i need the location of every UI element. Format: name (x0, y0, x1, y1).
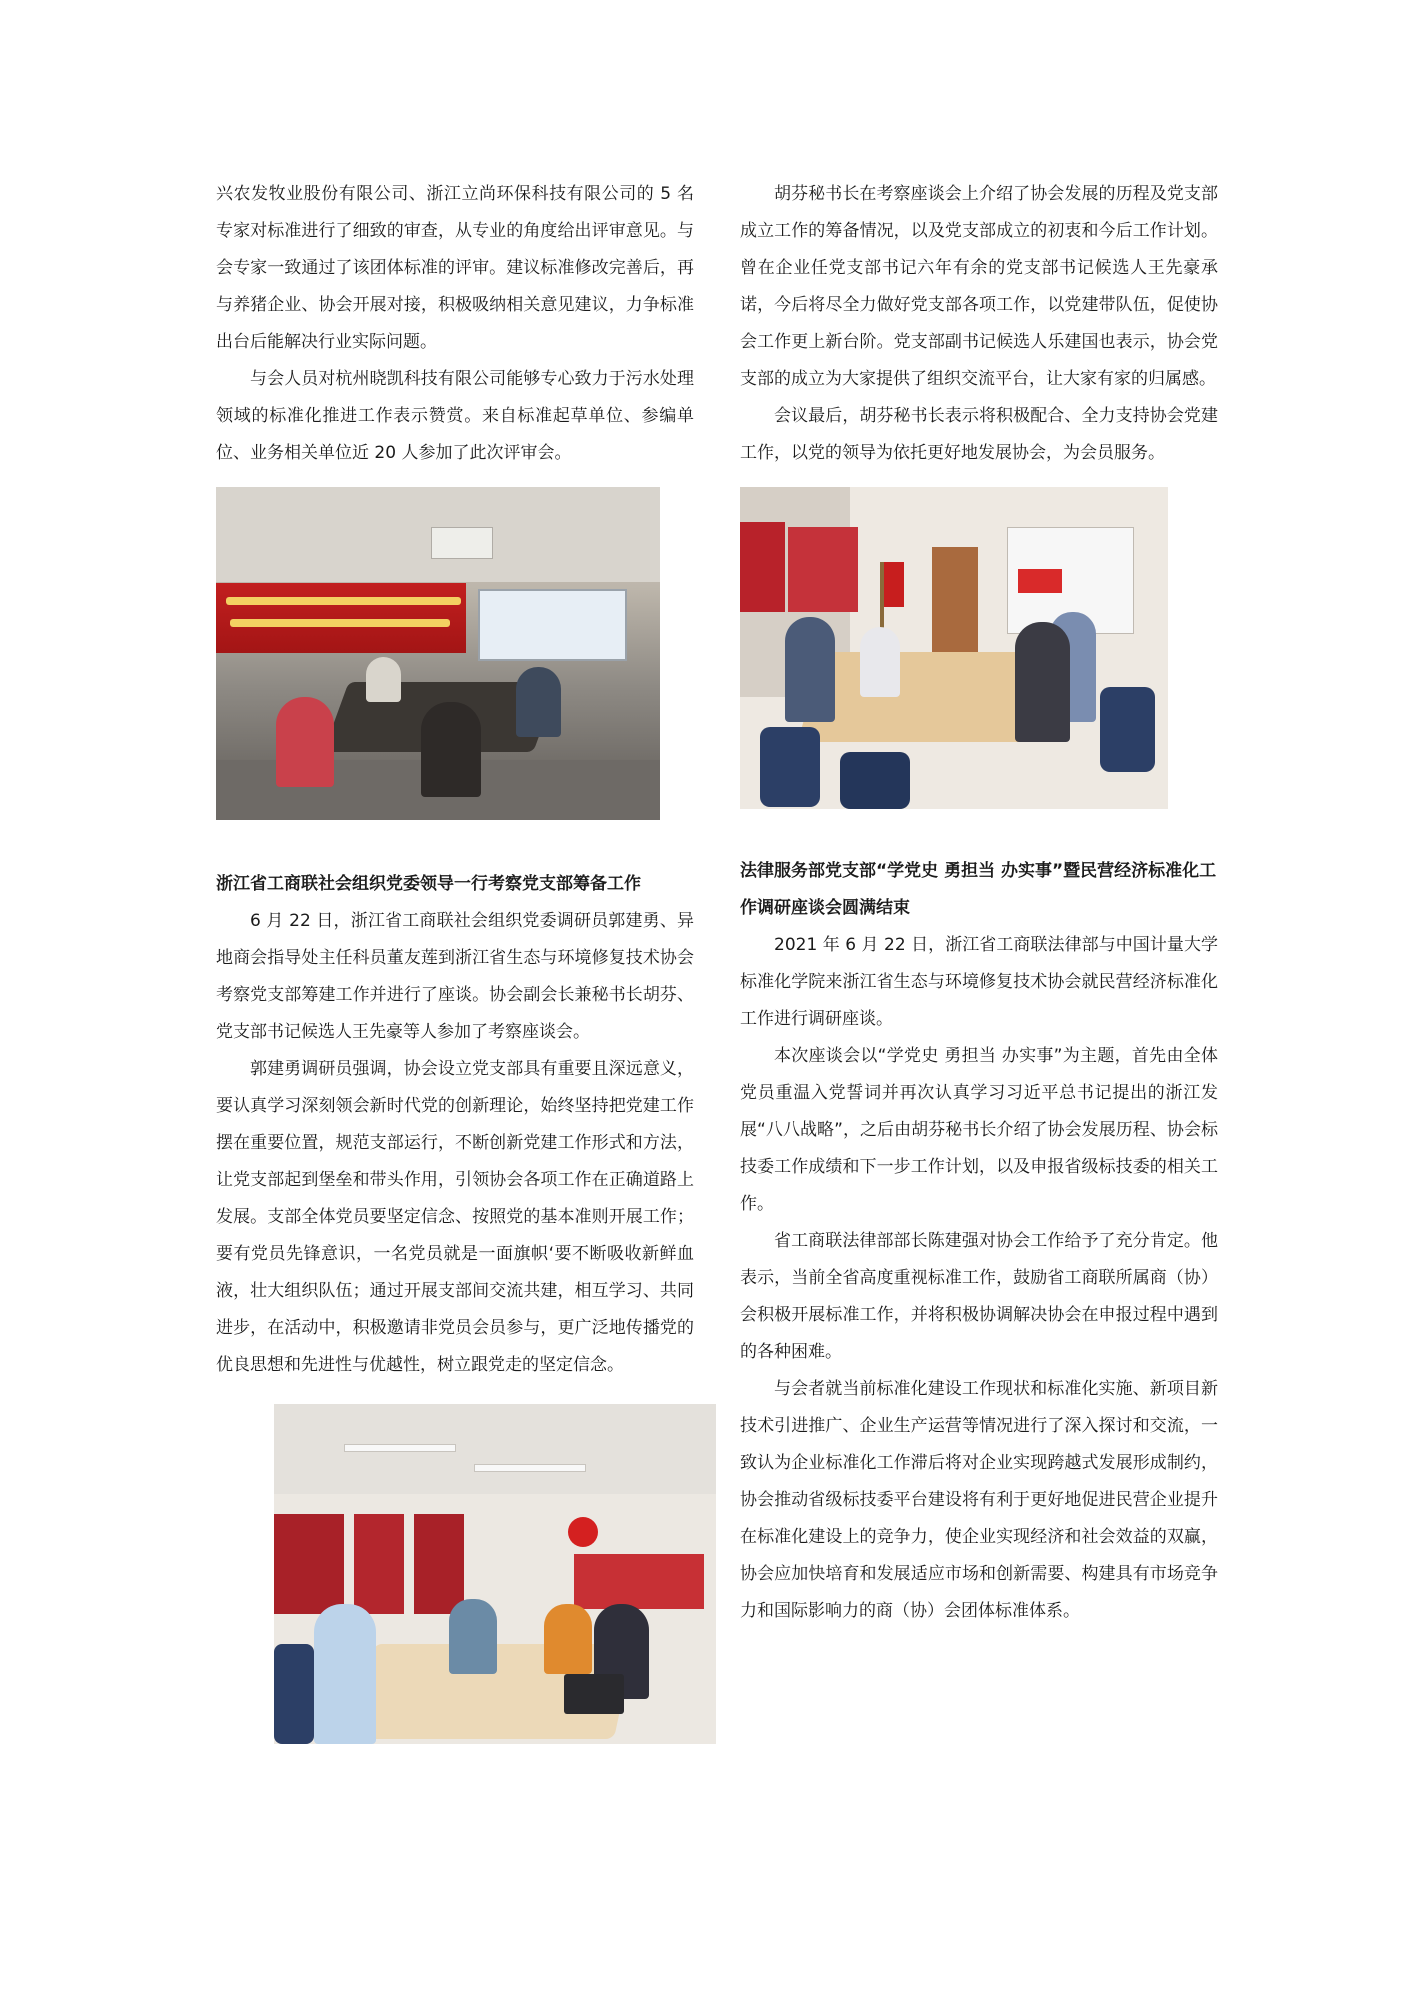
left-para-1: 兴农发牧业股份有限公司、浙江立尚环保科技有限公司的 5 名专家对标准进行了细致的审查，从专业的角度给出评审意见。与会专家一致通过了该团体标准的评审。建议标准修改完善后，再与养猪企业、协会开展对接，积极吸纳相关意见建议，力争标准出台后能解决行业实际问题。 (216, 184, 694, 352)
right-column (740, 176, 1218, 1630)
article2-para-1: 6 月 22 日，浙江省工商联社会组织党委调研员郭建勇、异地商会指导处主任科员董友莲到浙江省生态与环境修复技术协会考察党支部筹建工作并进行了座谈。协会副会长兼秘书长胡芬、党支部书记候选人王先豪等人参加了考察座谈会。 (216, 911, 694, 1042)
photo-standard-review-meeting (216, 487, 660, 820)
photo-party-branch-meeting (274, 1404, 716, 1744)
article3-para-4: 与会者就当前标准化建设工作现状和标准化实施、新项目新技术引进推广、企业生产运营等情况进行了深入探讨和交流，一致认为企业标准化工作滞后将对企业实现跨越式发展形成制约，协会推动省级标技委平台建设将有利于更好地促进民营企业提升在标准化建设上的竞争力，使企业实现经济和社会效益的双赢，协会应加快培育和发展适应市场和创新需要、构建具有市场竞争力和国际影响力的商（协）会团体标准体系。 (740, 1379, 1218, 1621)
article3-para-2: 本次座谈会以“学党史 勇担当 办实事”为主题，首先由全体党员重温入党誓词并再次认真学习习近平总书记提出的浙江发展“八八战略”，之后由胡芬秘书长介绍了协会发展历程、协会标技委工作成绩和下一步工作计划，以及申报省级标技委的相关工作。 (740, 1046, 1218, 1214)
article2-para-2: 郭建勇调研员强调，协会设立党支部具有重要且深远意义，要认真学习深刻领会新时代党的创新理论，始终坚持把党建工作摆在重要位置，规范支部运行，不断创新党建工作形式和方法，让党支部起到堡垒和带头作用，引领协会各项工作在正确道路上发展。支部全体党员要坚定信念、按照党的基本准则开展工作；要有党员先锋意识，一名党员就是一面旗帜‘要不断吸收新鲜血液，壮大组织队伍；通过开展支部间交流共建，相互学习、共同进步，在活动中，积极邀请非党员会员参与，更广泛地传播党的优良思想和先进性与优越性，树立跟党走的坚定信念。 (216, 1059, 694, 1375)
left-column (216, 176, 694, 1744)
right-para-1: 胡芬秘书长在考察座谈会上介绍了协会发展的历程及党支部成立工作的筹备情况，以及党支部成立的初衷和今后工作计划。曾在企业任党支部书记六年有余的党支部书记候选人王先豪承诺，今后将尽全力做好党支部各项工作，以党建带队伍，促使协会工作更上新台阶。党支部副书记候选人乐建国也表示，协会党支部的成立为大家提供了组织交流平台，让大家有家的归属感。 (740, 184, 1218, 389)
article3-para-3: 省工商联法律部部长陈建强对协会工作给予了充分肯定。他表示，当前全省高度重视标准工作，鼓励省工商联所属商（协）会积极开展标准工作，并将积极协调解决协会在申报过程中遇到的各种困难。 (740, 1231, 1218, 1362)
left-para-2: 与会人员对杭州晓凯科技有限公司能够专心致力于污水处理领域的标准化推进工作表示赞赏。来自标准起草单位、参编单位、业务相关单位近 20 人参加了此次评审会。 (216, 369, 694, 463)
article-heading-party-branch-inspection: 浙江省工商联社会组织党委领导一行考察党支部筹备工作 (216, 874, 641, 894)
article-heading-legal-service-symposium: 法律服务部党支部“学党史 勇担当 办实事”暨民营经济标准化工作调研座谈会圆满结束 (740, 861, 1217, 918)
photo-inspection-symposium (740, 487, 1168, 809)
article3-para-1: 2021 年 6 月 22 日，浙江省工商联法律部与中国计量大学标准化学院来浙江省生态与环境修复技术协会就民营经济标准化工作进行调研座谈。 (740, 935, 1218, 1029)
right-para-2: 会议最后，胡芬秘书长表示将积极配合、全力支持协会党建工作，以党的领导为依托更好地发展协会，为会员服务。 (740, 406, 1218, 463)
